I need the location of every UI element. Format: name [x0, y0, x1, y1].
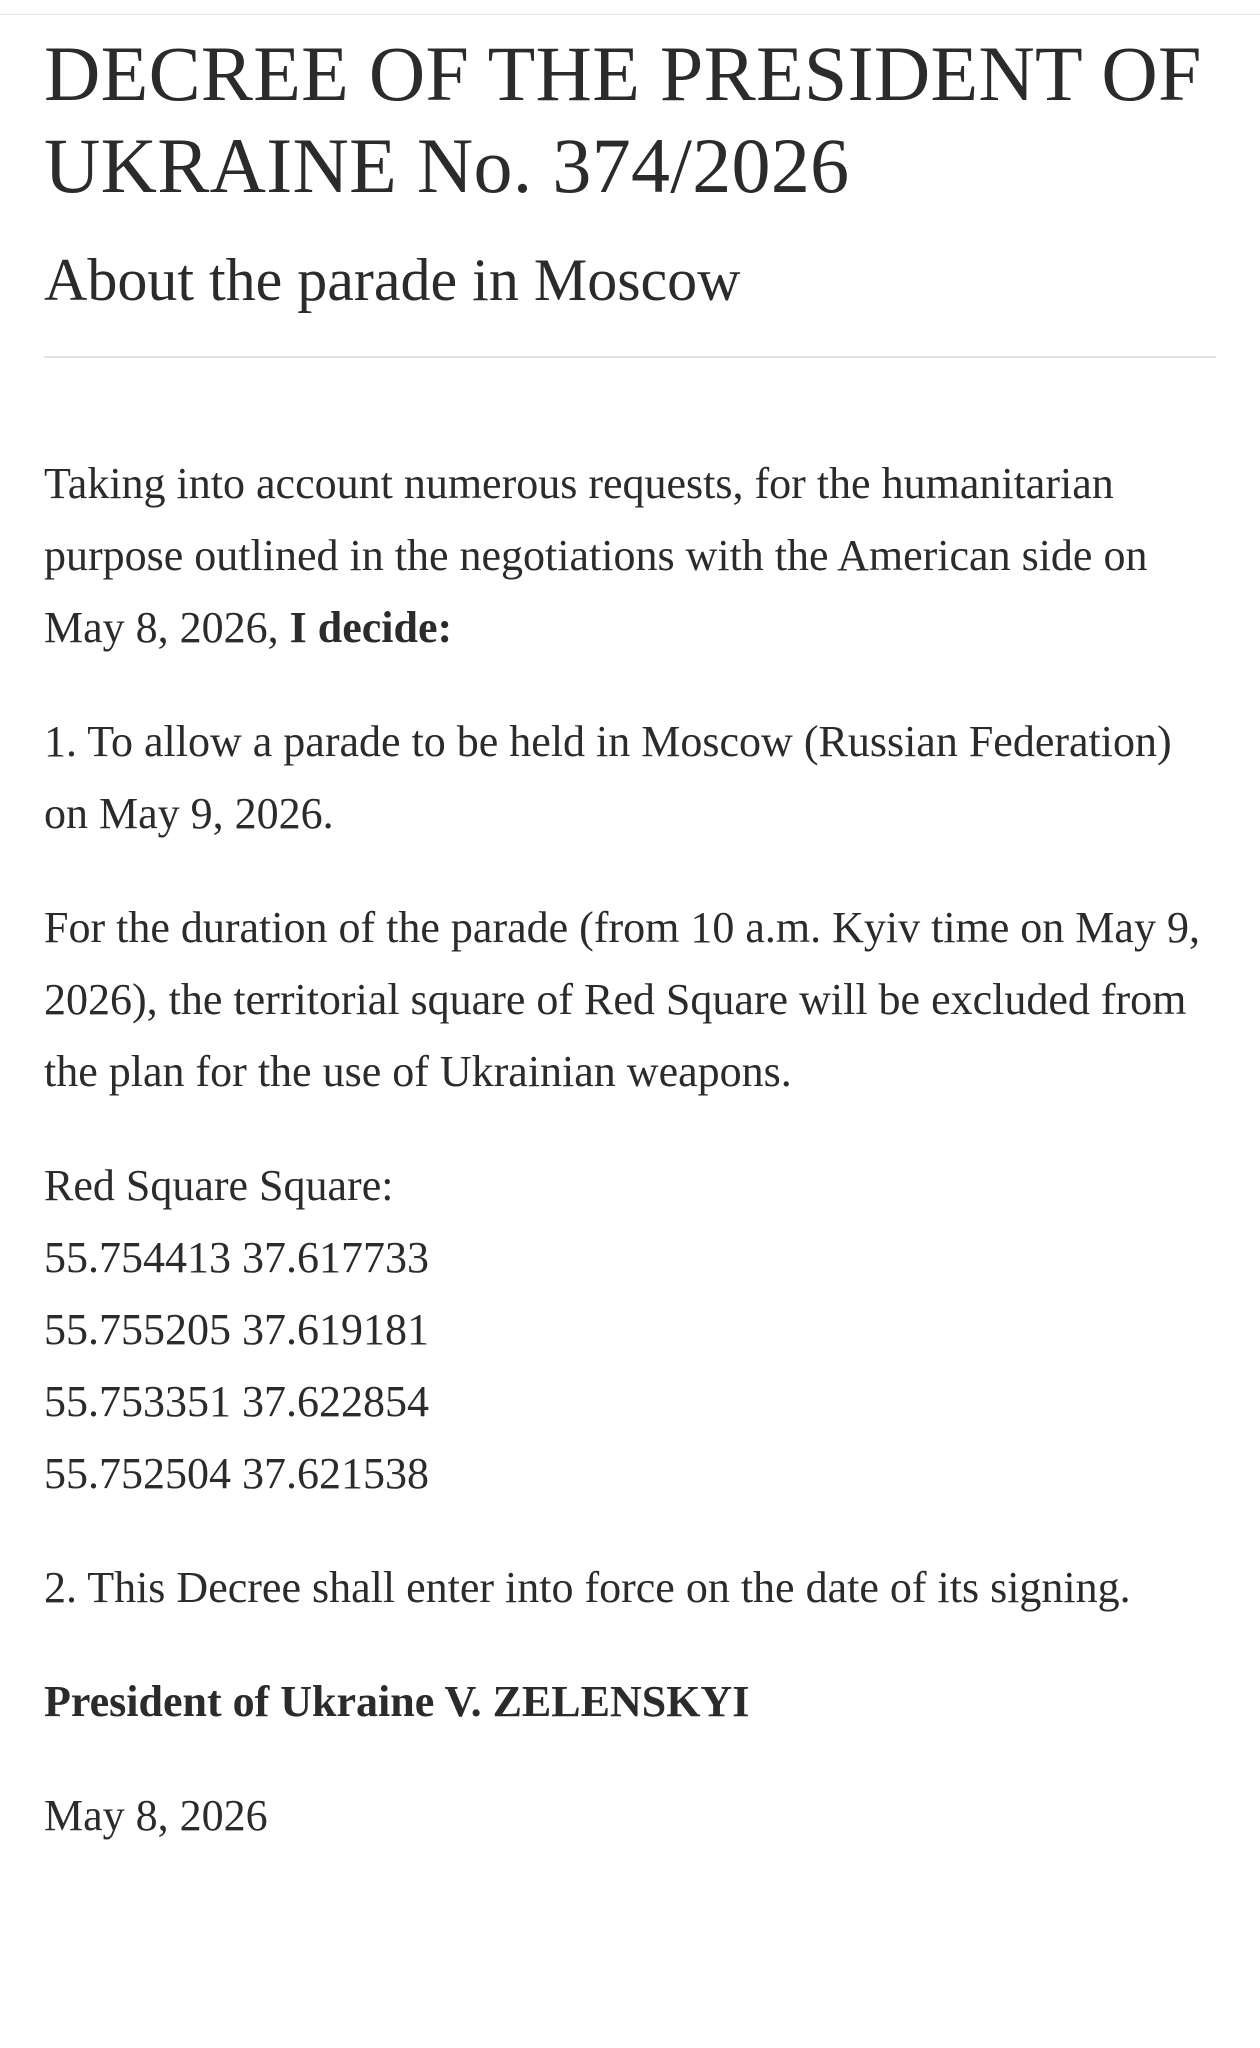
decree-body [44, 448, 1216, 1852]
clause-2: 2. This Decree shall enter into force on the date of its signing. [44, 1563, 1131, 1612]
coordinate-line: 55.754413 37.617733 [44, 1233, 429, 1282]
decree-subtitle: About the parade in Moscow [44, 247, 741, 313]
preamble-text: Taking into account numerous requests, for the humanitarian purpose outlined in the negotiations with the American side on May 8, 2026, [44, 459, 1148, 652]
decree-title: DECREE OF THE PRESIDENT OF UKRAINE No. 374/2026 [44, 30, 1202, 209]
coordinate-line: 55.752504 37.621538 [44, 1449, 429, 1498]
signature: President of Ukraine V. ZELENSKYI [44, 1677, 750, 1726]
coordinates-heading: Red Square Square: [44, 1161, 394, 1210]
clause-1: 1. To allow a parade to be held in Moscow (Russian Federation) on May 9, 2026. [44, 717, 1172, 838]
decree-document [44, 28, 1216, 1894]
top-rule [0, 0, 1260, 15]
decree-date: May 8, 2026 [44, 1791, 268, 1840]
decide-text: I decide: [289, 603, 453, 652]
preamble-paragraph [44, 448, 1216, 664]
clause-1-detail: For the duration of the parade (from 10 a.m. Kyiv time on May 9, 2026), the territorial square of Red Square will be excluded from the plan for the use of Ukrainian weapons. [44, 903, 1200, 1096]
coordinate-line: 55.755205 37.619181 [44, 1305, 429, 1354]
header-divider [44, 356, 1216, 358]
coordinate-line: 55.753351 37.622854 [44, 1377, 429, 1426]
coordinates-block [44, 1150, 1216, 1510]
